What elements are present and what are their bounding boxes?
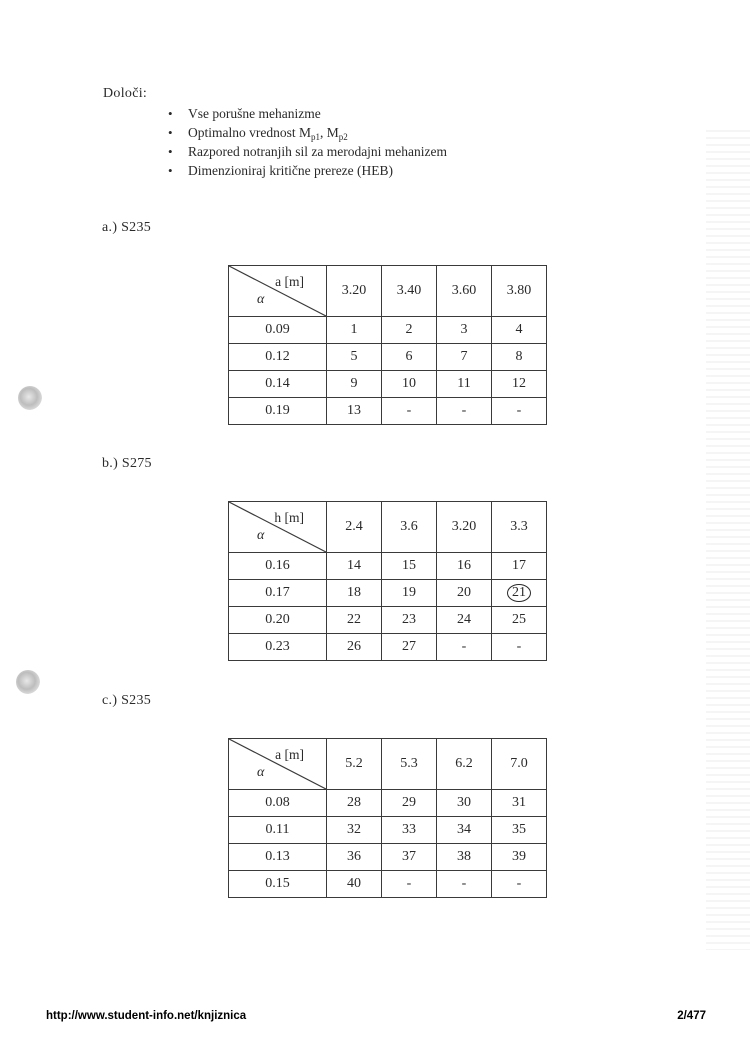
table-row: [229, 553, 547, 580]
table-cell: 5: [327, 344, 382, 371]
table-cell: 3: [437, 317, 492, 344]
task-item: • Optimalno vrednost $M_{p1}$, $M_{p2}$: [165, 123, 447, 142]
table-cell: 14: [327, 553, 382, 580]
table-cell-circled: [492, 580, 547, 607]
table-b: [228, 501, 547, 661]
table-cell: -: [492, 398, 547, 425]
table-cell: 13: [327, 398, 382, 425]
table-c: [228, 738, 547, 898]
table-row: [229, 871, 547, 898]
table-cell: 28: [327, 790, 382, 817]
intro-heading: Določi:: [103, 86, 148, 101]
table-cell: 12: [492, 371, 547, 398]
column-header: 5.3: [382, 739, 437, 790]
table-cell: 25: [492, 607, 547, 634]
table-cell: 37: [382, 844, 437, 871]
task-list: [165, 104, 447, 180]
table-cell: 4: [492, 317, 547, 344]
table-cell: 36: [327, 844, 382, 871]
corner-cell: [229, 739, 327, 790]
task-item: • Dimenzioniraj kritične prereze (HEB): [165, 161, 447, 180]
footer-url[interactable]: http://www.student-info.net/knjiznica: [46, 1010, 247, 1022]
column-axis-label: a [m]: [275, 274, 304, 289]
table-cell: 9: [327, 371, 382, 398]
table-row: [229, 344, 547, 371]
table-cell: 15: [382, 553, 437, 580]
table-cell: 24: [437, 607, 492, 634]
task-item: • Razpored notranjih sil za merodajni mehanizem: [165, 142, 447, 161]
section-label-a: a.) S235: [102, 220, 152, 235]
table-row: [229, 634, 547, 661]
table-cell: 35: [492, 817, 547, 844]
section-label-b: b.) S275: [102, 456, 152, 471]
corner-cell: [229, 266, 327, 317]
row-axis-label: α: [257, 528, 265, 543]
table-cell: -: [492, 871, 547, 898]
table-cell: 2: [382, 317, 437, 344]
row-header: 0.15: [229, 871, 327, 898]
circled-value: 21: [507, 584, 531, 602]
row-axis-label: α: [257, 292, 265, 307]
column-header: 5.2: [327, 739, 382, 790]
table-cell: 20: [437, 580, 492, 607]
table-cell: 11: [437, 371, 492, 398]
column-header: 3.20: [327, 266, 382, 317]
table-cell: 22: [327, 607, 382, 634]
table-cell: -: [492, 634, 547, 661]
row-header: 0.13: [229, 844, 327, 871]
table-header-row: [229, 502, 547, 553]
table-a: [228, 265, 547, 425]
column-header: 3.60: [437, 266, 492, 317]
task-item: • Vse porušne mehanizme: [165, 104, 447, 123]
table-row: [229, 317, 547, 344]
table-row: [229, 817, 547, 844]
table-cell: 8: [492, 344, 547, 371]
row-header: 0.16: [229, 553, 327, 580]
row-header: 0.23: [229, 634, 327, 661]
table-cell: 39: [492, 844, 547, 871]
table-cell: 29: [382, 790, 437, 817]
table-cell: 18: [327, 580, 382, 607]
table-cell: -: [437, 871, 492, 898]
table-cell: 1: [327, 317, 382, 344]
column-header: 3.6: [382, 502, 437, 553]
table-cell: 10: [382, 371, 437, 398]
table-cell: -: [382, 871, 437, 898]
row-axis-label: α: [257, 765, 265, 780]
row-header: 0.11: [229, 817, 327, 844]
table-cell: 7: [437, 344, 492, 371]
hole-punch-mark: [18, 386, 42, 410]
row-header: 0.12: [229, 344, 327, 371]
table-cell: 40: [327, 871, 382, 898]
table-cell: 30: [437, 790, 492, 817]
column-header: 3.20: [437, 502, 492, 553]
column-header: 7.0: [492, 739, 547, 790]
table-cell: -: [382, 398, 437, 425]
table-cell: 32: [327, 817, 382, 844]
row-header: 0.19: [229, 398, 327, 425]
row-header: 0.14: [229, 371, 327, 398]
column-header: 3.3: [492, 502, 547, 553]
column-axis-label: a [m]: [275, 747, 304, 762]
corner-cell: [229, 502, 327, 553]
scan-edge-noise: [706, 130, 750, 950]
table-cell: -: [437, 634, 492, 661]
column-header: 3.40: [382, 266, 437, 317]
row-header: 0.20: [229, 607, 327, 634]
table-header-row: [229, 266, 547, 317]
table-cell: 38: [437, 844, 492, 871]
table-cell: 34: [437, 817, 492, 844]
table-cell: 6: [382, 344, 437, 371]
table-row: [229, 790, 547, 817]
table-row: [229, 371, 547, 398]
hole-punch-mark: [16, 670, 40, 694]
table-cell: 23: [382, 607, 437, 634]
table-cell: -: [437, 398, 492, 425]
table-cell: 17: [492, 553, 547, 580]
table-cell: 16: [437, 553, 492, 580]
row-header: 0.09: [229, 317, 327, 344]
section-label-c: c.) S235: [102, 693, 152, 708]
table-row: [229, 844, 547, 871]
table-row: [229, 607, 547, 634]
column-header: 6.2: [437, 739, 492, 790]
table-cell: 33: [382, 817, 437, 844]
footer-page-number: 2/477: [677, 1010, 706, 1022]
table-cell: 31: [492, 790, 547, 817]
table-cell: 19: [382, 580, 437, 607]
column-header: 2.4: [327, 502, 382, 553]
column-axis-label: h [m]: [274, 510, 304, 525]
row-header: 0.08: [229, 790, 327, 817]
table-row: [229, 398, 547, 425]
table-cell: 26: [327, 634, 382, 661]
table-cell: 27: [382, 634, 437, 661]
row-header: 0.17: [229, 580, 327, 607]
table-row: [229, 580, 547, 607]
table-header-row: [229, 739, 547, 790]
column-header: 3.80: [492, 266, 547, 317]
